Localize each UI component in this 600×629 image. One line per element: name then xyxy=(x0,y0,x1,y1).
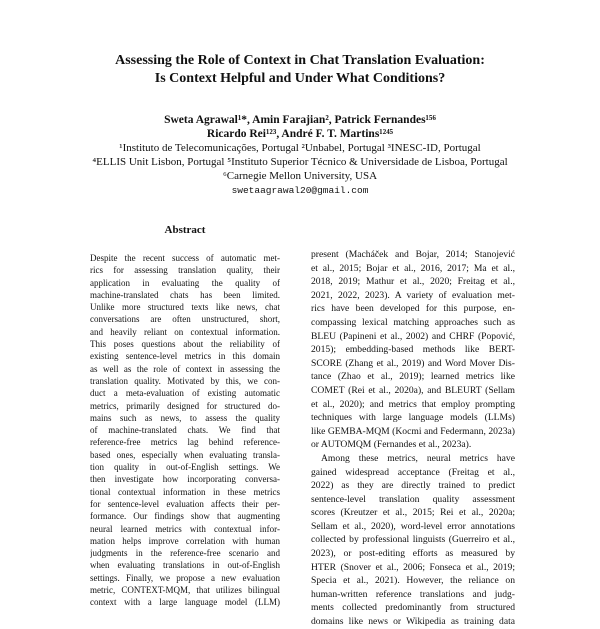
text-line: and heavily reliant on contextual information. xyxy=(90,326,280,337)
text-line: translation quality. Motivated by this, we con- xyxy=(90,375,280,386)
text-line: sentence-level translation quality assessment xyxy=(311,493,515,505)
affiliations-line-2: ⁴ELLIS Unit Lisbon, Portugal ⁵Instituto Superior Técnico & Universidade de Lisboa, Portugal xyxy=(92,156,508,168)
text-line: mains such as news, to assess the quality xyxy=(90,412,280,423)
text-line: metric, CONTEXT-MQM, that utilizes bilingual xyxy=(90,585,280,596)
text-line: 2021, 2022, 2023). A variety of evaluation met- xyxy=(311,289,515,301)
text-line: mation helps improve correlation with human xyxy=(90,535,280,546)
text-line: techniques with large language models (LLMs) xyxy=(311,412,515,424)
text-line: tion quality in out-of-English settings. We xyxy=(90,462,280,473)
text-line: BLEU (Papineni et al., 2002) and CHRF (Popović, xyxy=(311,330,515,342)
text-line: application in evaluating the quality of xyxy=(90,277,280,288)
text-line: 2015); embedding-based methods like BERT- xyxy=(311,344,515,356)
text-line: compassing lexical matching approaches such as xyxy=(311,316,515,328)
text-line: scores (Kreutzer et al., 2015; Rei et al., 2020a; xyxy=(311,507,515,519)
text-line: based ones, especially when evaluating transla- xyxy=(90,449,280,460)
text-line: context with a large language model (LLM) xyxy=(90,597,280,608)
text-line: machine-translated chats has been limited. xyxy=(90,289,280,300)
text-line: Specia et al., 2021). However, the reliance on xyxy=(311,575,515,587)
text-line: of machine-translated chats. We find that xyxy=(90,425,280,436)
text-line: tional contextual information in these metrics xyxy=(90,486,280,497)
text-line: gained widespread acceptance (Freitag et al., xyxy=(311,466,515,478)
text-line: duct a meta-evaluation of existing automatic xyxy=(90,388,280,399)
abstract-heading: Abstract xyxy=(164,224,206,236)
text-line: ments collected predominantly from structured xyxy=(311,602,515,614)
text-line: metrics, primarily designed for structured do- xyxy=(90,400,280,411)
text-line: reference-free metrics lag behind reference- xyxy=(90,437,280,448)
text-line: settings. Finally, we propose a new evaluation xyxy=(90,572,280,583)
text-line: et al., 2015; Bojar et al., 2016, 2017; Ma et al., xyxy=(311,262,515,274)
text-line: human-written reference translations and judg- xyxy=(311,588,515,600)
text-line: when evaluating translations in out-of-English xyxy=(90,560,280,571)
body-paragraph-2 xyxy=(311,452,515,629)
text-line: formance. Our findings show that augmenting xyxy=(90,511,280,522)
text-line: This poses questions about the reliability of xyxy=(90,339,280,350)
text-line: present (Macháček and Bojar, 2014; Stanojević xyxy=(311,249,515,260)
text-line: 2018, 2019; Mathur et al., 2020; Freitag et al., xyxy=(311,276,515,288)
text-line: COMET (Rei et al., 2020a), and BLEURT (Sellam xyxy=(311,384,515,396)
text-line: domains like news or Wikipedia as training data xyxy=(311,616,515,628)
text-line: existing sentence-level metrics in this domain xyxy=(90,351,280,362)
affiliations-line-3: ⁶Carnegie Mellon University, USA xyxy=(222,170,378,182)
text-line: Despite the recent success of automatic met- xyxy=(90,253,280,263)
paper-title-line-2: Is Context Helpful and Under What Conditions? xyxy=(154,71,446,86)
text-line: 2023), or post-editing efforts as measured by xyxy=(311,548,515,560)
text-line: neural learned metrics with contextual infor- xyxy=(90,523,280,534)
author-email: swetaagrawal20@gmail.com xyxy=(231,185,369,196)
text-line: rics for assessing translation quality, their xyxy=(90,265,280,276)
text-line: judgments in the reference-free scenario and xyxy=(90,548,280,559)
paper-title-line-1: Assessing the Role of Context in Chat Translation Evaluation: xyxy=(115,53,485,68)
text-line: or AUTOMQM (Fernandes et al., 2023a). xyxy=(311,439,472,451)
text-line: et al., 2020); and metrics that employ prompting xyxy=(311,398,515,410)
text-line: then investigate how incorporating conversa- xyxy=(90,474,280,485)
body-text-column xyxy=(311,248,515,629)
text-line: rics have been developed for this purpose, en- xyxy=(311,303,515,315)
body-paragraph-1 xyxy=(311,248,515,452)
text-line: 2022) as they are directly trained to predict xyxy=(311,480,515,492)
text-line: Among these metrics, neural metrics have xyxy=(321,452,515,464)
text-line: Sellam et al., 2020), word-level error annotations xyxy=(311,520,515,532)
text-line: SCORE (Zhang et al., 2019) and Word Mover Dis- xyxy=(311,357,515,369)
affiliations-line-1: ¹Instituto de Telecomunicações, Portugal ²Unbabel, Portugal ³INESC-ID, Portugal xyxy=(119,142,481,154)
text-line: for sentence-level evaluation affects their per- xyxy=(90,498,280,509)
text-line: HTER (Snover et al., 2006; Fonseca et al., 2019; xyxy=(311,561,515,573)
text-line: tance (Zhao et al., 2019); learned metrics like xyxy=(311,371,515,383)
author-list-line-2: Ricardo Rei¹²³, André F. T. Martins¹²⁴⁵ xyxy=(206,128,394,140)
text-line: like GEMBA-MQM (Kocmi and Federmann, 2023a) xyxy=(311,425,515,437)
text-line: as well as the role of context in assessing the xyxy=(90,363,280,374)
abstract-text xyxy=(90,252,280,609)
text-line: conversations are often unstructured, short, xyxy=(90,314,280,325)
text-line: Unlike more structured texts like news, chat xyxy=(90,302,280,313)
author-list-line-1: Sweta Agrawal¹*, Amin Farajian², Patrick Fernandes¹⁵⁶ xyxy=(164,114,436,126)
text-line: collected by professional linguists (Guerreiro et al., xyxy=(311,534,515,546)
